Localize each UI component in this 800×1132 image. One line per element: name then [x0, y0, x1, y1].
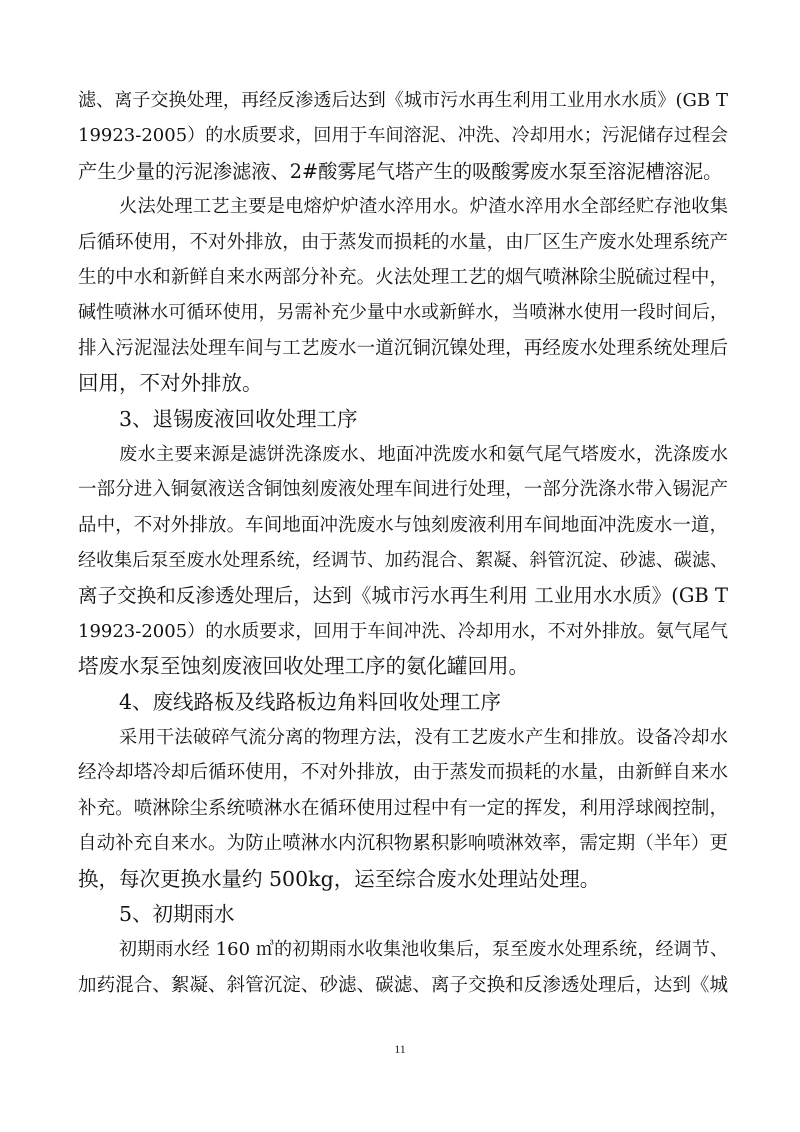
text-line: 回用，不对外排放。 — [78, 371, 263, 396]
text-line: 补充。喷淋除尘系统喷淋水在循环使用过程中有一定的挥发，利用浮球阀控制， — [78, 797, 728, 819]
text-line: 经收集后泵至废水处理系统，经调节、加药混合、絮凝、斜管沉淀、砂滤、碳滤、 — [78, 550, 728, 572]
text-line: 自动补充自来水。为防止喷淋水内沉积物累积影响喷淋效率，需定期（半年）更 — [78, 833, 728, 855]
document-body — [78, 83, 728, 1003]
text-line: 采用干法破碎气流分离的物理方法，没有工艺废水产生和排放。设备冷却水 — [119, 727, 728, 749]
text-line: 经冷却塔冷却后循环使用，不对外排放，由于蒸发而损耗的水量，由新鲜自来水 — [78, 762, 728, 784]
text-line: 塔废水泵至蚀刻废液回收处理工序的氨化罐回用。 — [78, 654, 529, 679]
text-line: 后循环使用，不对外排放，由于蒸发而损耗的水量，由厂区生产废水处理系统产 — [78, 231, 728, 253]
text-line: 滤、离子交换处理，再经反渗透后达到《城市污水再生利用工业用水水质》(GB T — [78, 90, 728, 111]
text-line: 品中，不对外排放。车间地面冲洗废水与蚀刻废液利用车间地面冲洗废水一道， — [78, 514, 728, 536]
text-line: 换，每次更换水量约 500kg，运至综合废水处理站处理。 — [78, 866, 601, 891]
text-line: 火法处理工艺主要是电熔炉炉渣水淬用水。炉渣水淬用水全部经贮存池收集 — [119, 196, 728, 218]
text-line: 加药混合、絮凝、斜管沉淀、砂滤、碳滤、离子交换和反渗透处理后，达到《城 — [78, 974, 728, 996]
text-line: 4、废线路板及线路板边角料回收处理工序 — [119, 689, 502, 714]
text-line: 排入污泥湿法处理车间与工艺废水一道沉铜沉镍处理，再经废水处理系统处理后 — [78, 337, 728, 359]
text-line: 3、退锡废液回收处理工序 — [119, 406, 358, 431]
text-line: 碱性喷淋水可循环使用，另需补充少量中水或新鲜水，当喷淋水使用一段时间后， — [78, 302, 728, 324]
text-line: 初期雨水经 160 ㎥的初期雨水收集池收集后，泵至废水处理系统，经调节、 — [119, 939, 728, 961]
text-line: 19923-2005）的水质要求，回用于车间溶泥、冲洗、冷却用水；污泥储存过程会 — [78, 125, 728, 147]
text-line: 19923-2005）的水质要求，回用于车间冲洗、冷却用水，不对外排放。氨气尾气 — [78, 620, 728, 642]
text-line: 生的中水和新鲜自来水两部分补充。火法处理工艺的烟气喷淋除尘脱硫过程中， — [78, 266, 728, 288]
text-line: 5、初期雨水 — [119, 901, 235, 926]
text-line: 废水主要来源是滤饼洗涤废水、地面冲洗废水和氨气尾气塔废水，洗涤废水 — [119, 443, 728, 465]
text-line: 产生少量的污泥渗滤液、2#酸雾尾气塔产生的吸酸雾废水泵至溶泥槽溶泥。 — [78, 159, 723, 183]
text-line: 离子交换和反渗透处理后，达到《城市污水再生利用 工业用水水质》(GB T — [78, 584, 728, 608]
text-line: 一部分进入铜氨液送含铜蚀刻废液处理车间进行处理，一部分洗涤水带入锡泥产 — [78, 479, 728, 501]
page-number: 11 — [394, 1042, 406, 1056]
